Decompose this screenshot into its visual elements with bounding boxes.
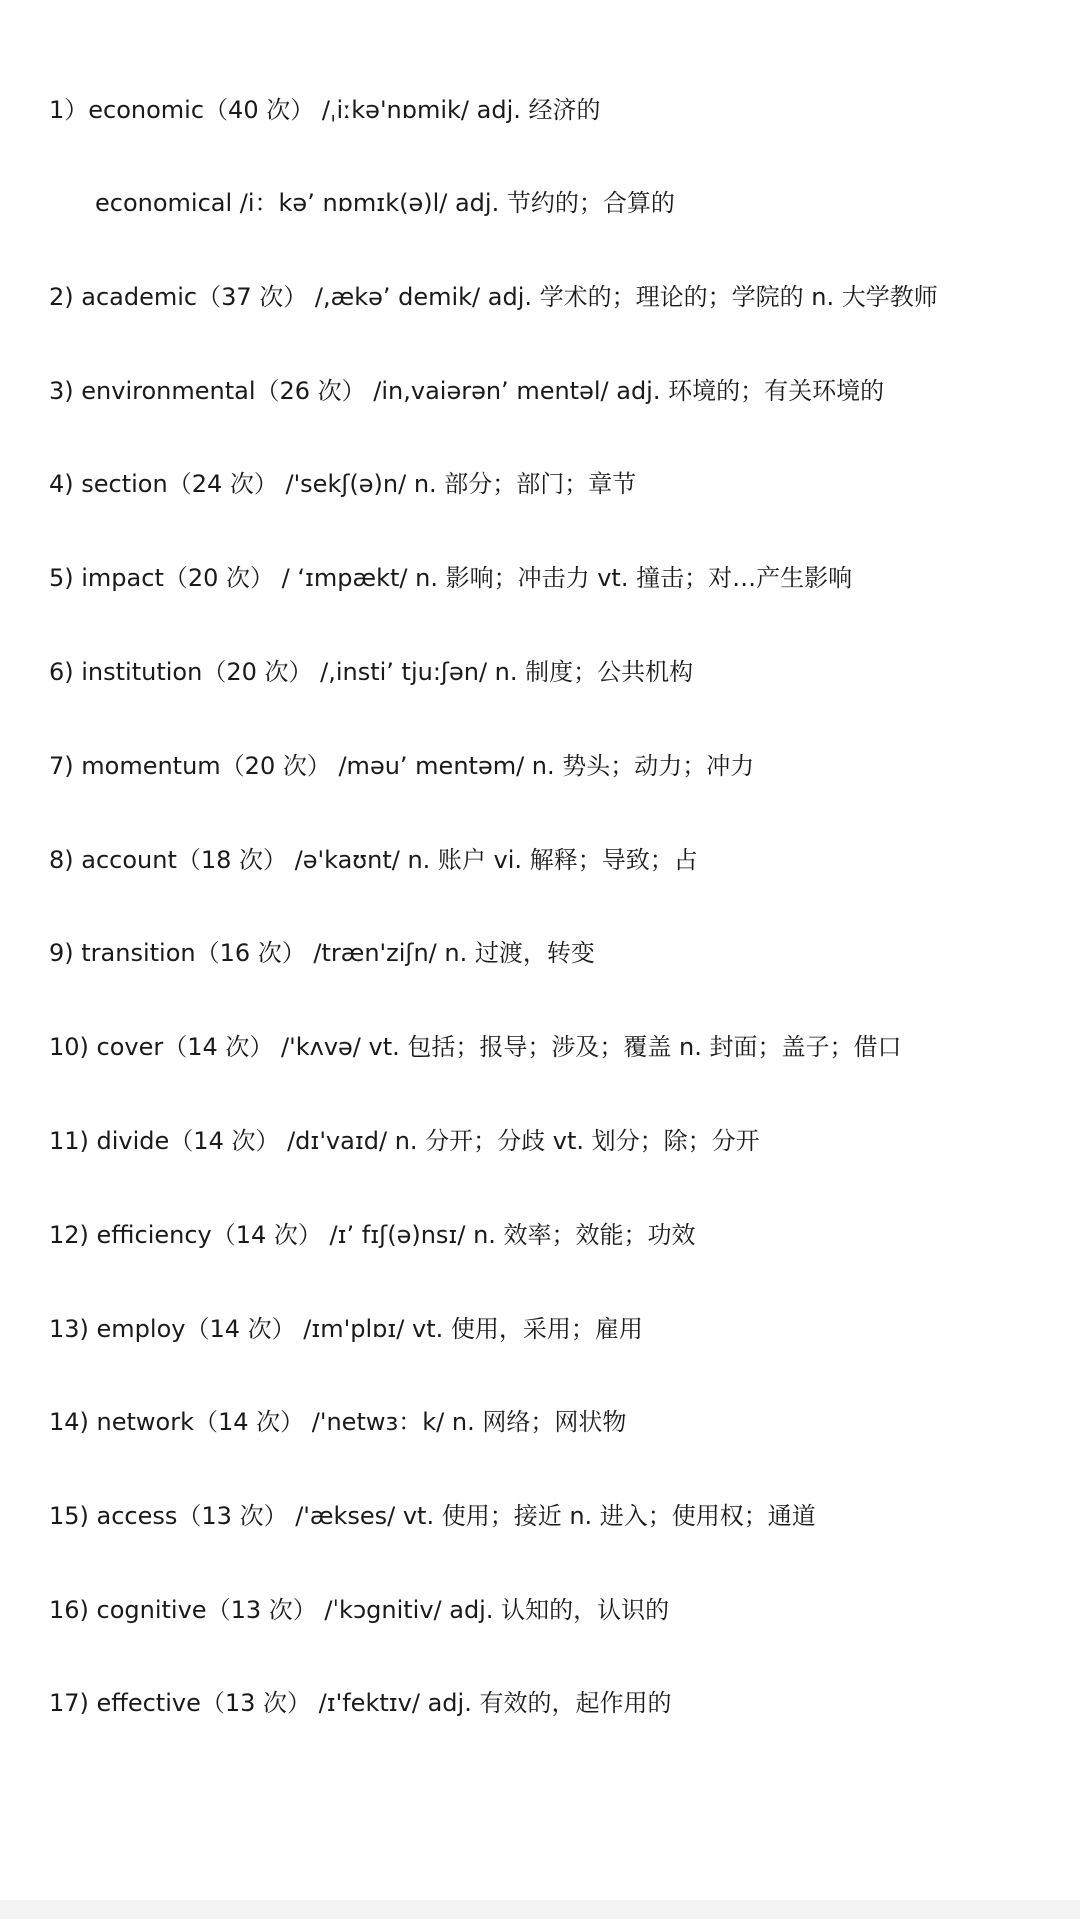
entry-cognitive: 16) cognitive（13 次） /ˈkɔgnitiv/ adj. 认知的，认识的 [49,1596,670,1624]
entry-divide: 11) divide（14 次） /dɪ'vaɪd/ n. 分开；分歧 vt. 划分；除；分开 [49,1127,760,1155]
entry-employ: 13) employ（14 次） /ɪm'plɒɪ/ vt. 使用，采用；雇用 [49,1315,643,1343]
entry-environmental: 3) environmental（26 次） /in,vaiərən’ mentəl/ adj. 环境的；有关环境的 [49,377,885,405]
entry-transition: 9) transition（16 次） /træn'ziʃn/ n. 过渡，转变 [49,939,595,967]
entry-momentum: 7) momentum（20 次） /məu’ mentəm/ n. 势头；动力；冲力 [49,752,755,780]
entry-academic: 2) academic（37 次） /,ækə’ demik/ adj. 学术的；理论的；学院的 n. 大学教师 [49,283,938,311]
entry-impact: 5) impact（20 次） / ‘ɪmpækt/ n. 影响；冲击力 vt. 撞击；对…产生影响 [49,564,853,592]
bottom-divider [0,1900,1080,1919]
entry-efficiency: 12) efficiency（14 次） /ɪ’ fɪʃ(ə)nsɪ/ n. 效率；效能；功效 [49,1221,696,1249]
entry-network: 14) network（14 次） /'netwɜ：k/ n. 网络；网状物 [49,1408,627,1436]
entry-economical: economical /i：kə’ nɒmɪk(ə)l/ adj. 节约的；合算的 [95,189,675,217]
entry-institution: 6) institution（20 次） /,insti’ tju:ʃən/ n. 制度；公共机构 [49,658,694,686]
entry-cover: 10) cover（14 次） /'kʌvə/ vt. 包括；报导；涉及；覆盖 n. 封面；盖子；借口 [49,1033,902,1061]
entry-effective: 17) effective（13 次） /ɪ'fektɪv/ adj. 有效的，起作用的 [49,1689,672,1717]
entry-account: 8) account（18 次） /ə'kaʊnt/ n. 账户 vi. 解释；导致；占 [49,846,698,874]
entry-economic: 1）economic（40 次） /ˌiːkə'nɒmik/ adj. 经济的 [49,96,601,124]
entry-access: 15) access（13 次） /'ækses/ vt. 使用；接近 n. 进入；使用权；通道 [49,1502,816,1530]
entry-section: 4) section（24 次） /'sekʃ(ə)n/ n. 部分；部门；章节 [49,470,637,498]
